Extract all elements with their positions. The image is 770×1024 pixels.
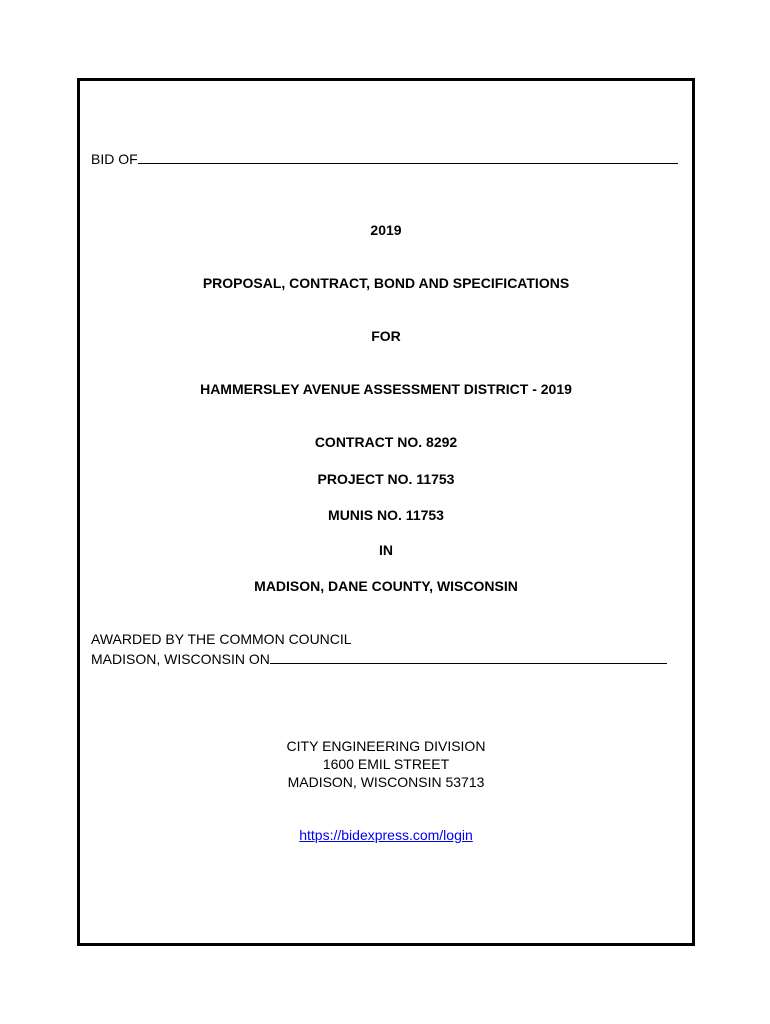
bidexpress-link-row: [77, 827, 695, 843]
city-state-zip: MADISON, WISCONSIN 53713: [287, 774, 485, 790]
contract-number: CONTRACT NO. 8292: [314, 434, 458, 450]
bid-of-label: BID OF: [91, 151, 138, 167]
award-date-blank-line[interactable]: [270, 649, 667, 664]
project-number: PROJECT NO. 11753: [317, 471, 455, 487]
bidexpress-link[interactable]: https://bidexpress.com/login: [299, 827, 473, 843]
location: MADISON, DANE COUNTY, WISCONSIN: [254, 578, 518, 594]
bid-of-row: [91, 149, 678, 167]
awarded-line-1: AWARDED BY THE COMMON COUNCIL: [91, 631, 352, 647]
project-name: HAMMERSLEY AVENUE ASSESSMENT DISTRICT - 2019: [200, 381, 572, 397]
for-label: FOR: [371, 328, 401, 344]
street-address: 1600 EMIL STREET: [322, 756, 450, 772]
awarded-line-2: MADISON, WISCONSIN ON: [91, 651, 270, 667]
document-type-title: PROPOSAL, CONTRACT, BOND AND SPECIFICATIONS: [202, 275, 570, 291]
awarded-row: [91, 649, 667, 667]
in-label: IN: [379, 542, 393, 558]
bid-of-blank-line[interactable]: [138, 149, 678, 164]
division-name: CITY ENGINEERING DIVISION: [286, 738, 486, 754]
year: 2019: [370, 222, 402, 238]
munis-number: MUNIS NO. 11753: [328, 507, 444, 523]
